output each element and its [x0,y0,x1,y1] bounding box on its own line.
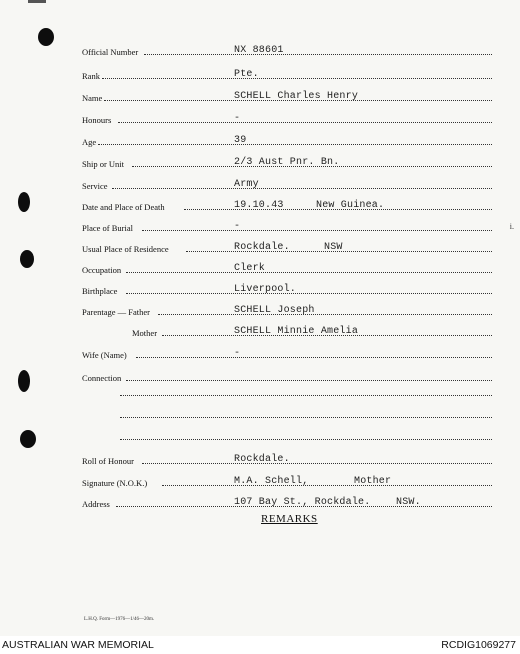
scan-speck: i. [509,222,514,231]
field-address [82,495,492,509]
field-value: Rockdale. [234,242,290,253]
field-wife [82,346,492,360]
field-label: Occupation [82,265,122,275]
institution-name: AUSTRALIAN WAR MEMORIAL [2,639,154,651]
connection-line [120,395,492,396]
footer-bar [0,636,520,654]
dotted-line [158,314,492,315]
dotted-line [126,380,492,381]
field-label: Service [82,181,108,191]
field-label: Official Number [82,47,139,57]
field-ship-or-unit [82,155,492,169]
field-connection [82,369,492,383]
dotted-line [136,357,492,358]
field-label: Age [82,137,97,147]
field-mother [82,324,492,338]
dotted-line [126,272,492,273]
field-label: Ship or Unit [82,159,125,169]
field-official-number [82,43,492,57]
field-label: Address [82,499,110,509]
dotted-line [112,188,492,189]
field-name [82,89,492,103]
field-occupation [82,261,492,275]
field-service [82,177,492,191]
field-value: SCHELL Minnie Amelia [234,326,359,337]
field-age [82,133,492,147]
field-value: - [234,348,241,359]
dotted-line [144,54,492,55]
field-label: Parentage — Father [82,307,150,317]
punch-hole [20,430,36,448]
field-label: Roll of Honour [82,456,134,466]
dotted-line [118,122,492,123]
field-label: Usual Place of Residence [82,244,169,254]
record-id: RCDIG1069277 [441,639,516,651]
punch-hole [18,370,30,392]
field-value: 2/3 Aust Pnr. Bn. [234,157,340,168]
field-label: Birthplace [82,286,118,296]
dotted-line [142,463,492,464]
connection-line [120,439,492,440]
field-value: Army [234,179,259,190]
field-value: Liverpool. [234,284,297,295]
field-rank [82,67,492,81]
field-value: Pte. [234,69,259,80]
dotted-line [162,485,492,486]
field-label: Connection [82,373,122,383]
dotted-line [98,144,492,145]
dotted-line [102,78,492,79]
field-label: Date and Place of Death [82,202,165,212]
field-value: SCHELL Charles Henry [234,91,359,102]
form-footnote: L.H.Q. Form—1976—1/46—20m. [84,617,155,622]
connection-line [120,417,492,418]
field-roll-of-honour [82,452,492,466]
field-date-place-death [82,198,492,212]
scan-mark [28,0,46,3]
field-label: Signature (N.O.K.) [82,478,148,488]
field-value: - [234,113,241,124]
field-label: Name [82,93,103,103]
field-label: Wife (Name) [82,350,127,360]
punch-hole [18,192,30,212]
field-value-place: New Guinea. [316,200,385,211]
field-value: 107 Bay St., Rockdale. [234,497,371,508]
field-place-burial [82,219,492,233]
field-value: M.A. Schell, [234,476,309,487]
field-father [82,303,492,317]
field-value: SCHELL Joseph [234,305,315,316]
field-value: - [234,221,241,232]
field-signature-nok [82,474,492,488]
field-value: 39 [234,135,247,146]
field-birthplace [82,282,492,296]
dotted-line [126,293,492,294]
field-label: Mother [132,328,158,338]
field-value-relation: Mother [354,476,392,487]
field-label: Place of Burial [82,223,133,233]
field-honours [82,111,492,125]
punch-hole [20,250,34,268]
dotted-line [142,230,492,231]
remarks-heading: REMARKS [261,513,318,525]
field-value-state: NSW [324,242,343,253]
field-value: Rockdale. [234,454,290,465]
field-value: NX 88601 [234,45,284,56]
field-label: Rank [82,71,100,81]
punch-hole [38,28,54,46]
field-residence [82,240,492,254]
field-value: Clerk [234,263,266,274]
field-value: 19.10.43 [234,200,284,211]
field-value-state: NSW. [396,497,421,508]
field-label: Honours [82,115,112,125]
